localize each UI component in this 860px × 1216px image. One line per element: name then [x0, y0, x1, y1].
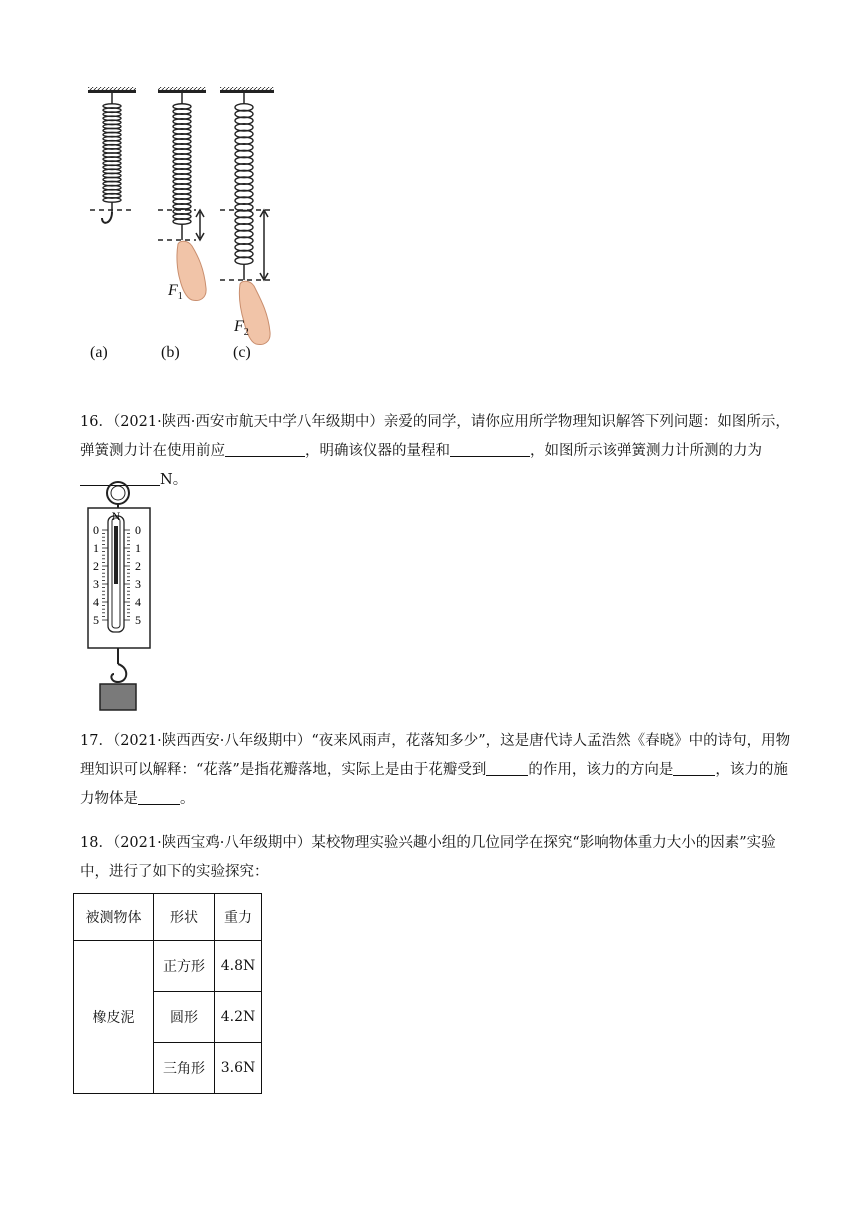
question-number: 16． [80, 414, 113, 430]
figure-label-c: (c) [233, 344, 251, 361]
table-header: 重力 [215, 894, 262, 941]
scale-tick-label: 4 [135, 595, 141, 609]
spring-coil [103, 198, 121, 202]
table-header: 形状 [154, 894, 215, 941]
force-label-f2: $F_2$ [234, 318, 249, 339]
scale-tick-label: 5 [135, 613, 141, 627]
weight-data-table [73, 893, 262, 1094]
question-18: 18．（2021·陕西宝鸡·八年级期中）某校物理实验兴趣小组的几位同学在探究“影响物体重力大小的因素”实验中，进行了如下的实验探究： [80, 835, 776, 880]
spring-scale-meter [84, 478, 174, 716]
scale-tick-label: 0 [93, 523, 99, 537]
scale-tick-label: 1 [93, 541, 99, 555]
figure-label-a: (a) [90, 344, 108, 361]
force-label-f1: $F_1$ [168, 282, 183, 303]
table-header: 被测物体 [74, 894, 154, 941]
table-cell-shape: 圆形 [154, 992, 215, 1043]
scale-tick-label: 2 [135, 559, 141, 573]
table-cell-object: 橡皮泥 [74, 941, 154, 1094]
answer-blank[interactable] [450, 442, 530, 458]
scale-tick-label: 3 [93, 577, 99, 591]
table-cell-shape: 三角形 [154, 1043, 215, 1094]
question-source: （2021·陕西宝鸡·八年级期中） [112, 835, 312, 851]
question-source: （2021·陕西·西安市航天中学八年级期中） [112, 414, 384, 430]
answer-blank[interactable] [138, 790, 180, 806]
table-cell-weight: 4.8N [215, 941, 262, 992]
table-cell-weight: 4.2N [215, 992, 262, 1043]
question-16: 16．（2021·陕西·西安市航天中学八年级期中）亲爱的同学，请你应用所学物理知识解答下列问题：如图所示，弹簧测力计在使用前应 ，明确该仪器的量程和 ，如图所示该弹簧测力计所测的力为N。 [80, 414, 790, 488]
table-row [74, 941, 262, 992]
question-number: 17． [80, 733, 113, 749]
unit-label: N [111, 509, 121, 523]
scale-tick-label: 4 [93, 595, 99, 609]
figure-label-b: (b) [161, 344, 180, 361]
scale-tick-label: 2 [93, 559, 99, 573]
answer-blank[interactable] [225, 442, 305, 458]
scale-pointer [114, 526, 118, 584]
spring-b [158, 87, 206, 301]
answer-blank[interactable] [673, 761, 715, 777]
question-number: 18． [80, 835, 113, 851]
spring-c [220, 87, 274, 345]
question-17: 17．（2021·陕西西安·八年级期中）“夜来风雨声，花落知多少”，这是唐代诗人孟浩然《春晓》中的诗句，用物理知识可以解释：“花落”是指花瓣落地，实际上是由于花瓣受到 的作用，该力的方向是 ，该力的施力物体是 。 [80, 733, 791, 807]
scale-tick-label: 3 [135, 577, 141, 591]
answer-blank[interactable] [486, 761, 528, 777]
table-header-row [74, 894, 262, 941]
spring-figure [80, 84, 290, 374]
scale-tick-label: 5 [93, 613, 99, 627]
table-cell-shape: 正方形 [154, 941, 215, 992]
scale-tick-label: 1 [135, 541, 141, 555]
hanging-weight [100, 684, 136, 710]
question-source: （2021·陕西西安·八年级期中） [112, 733, 312, 749]
spring-a [88, 87, 136, 223]
scale-tick-label: 0 [135, 523, 141, 537]
table-cell-weight: 3.6N [215, 1043, 262, 1094]
